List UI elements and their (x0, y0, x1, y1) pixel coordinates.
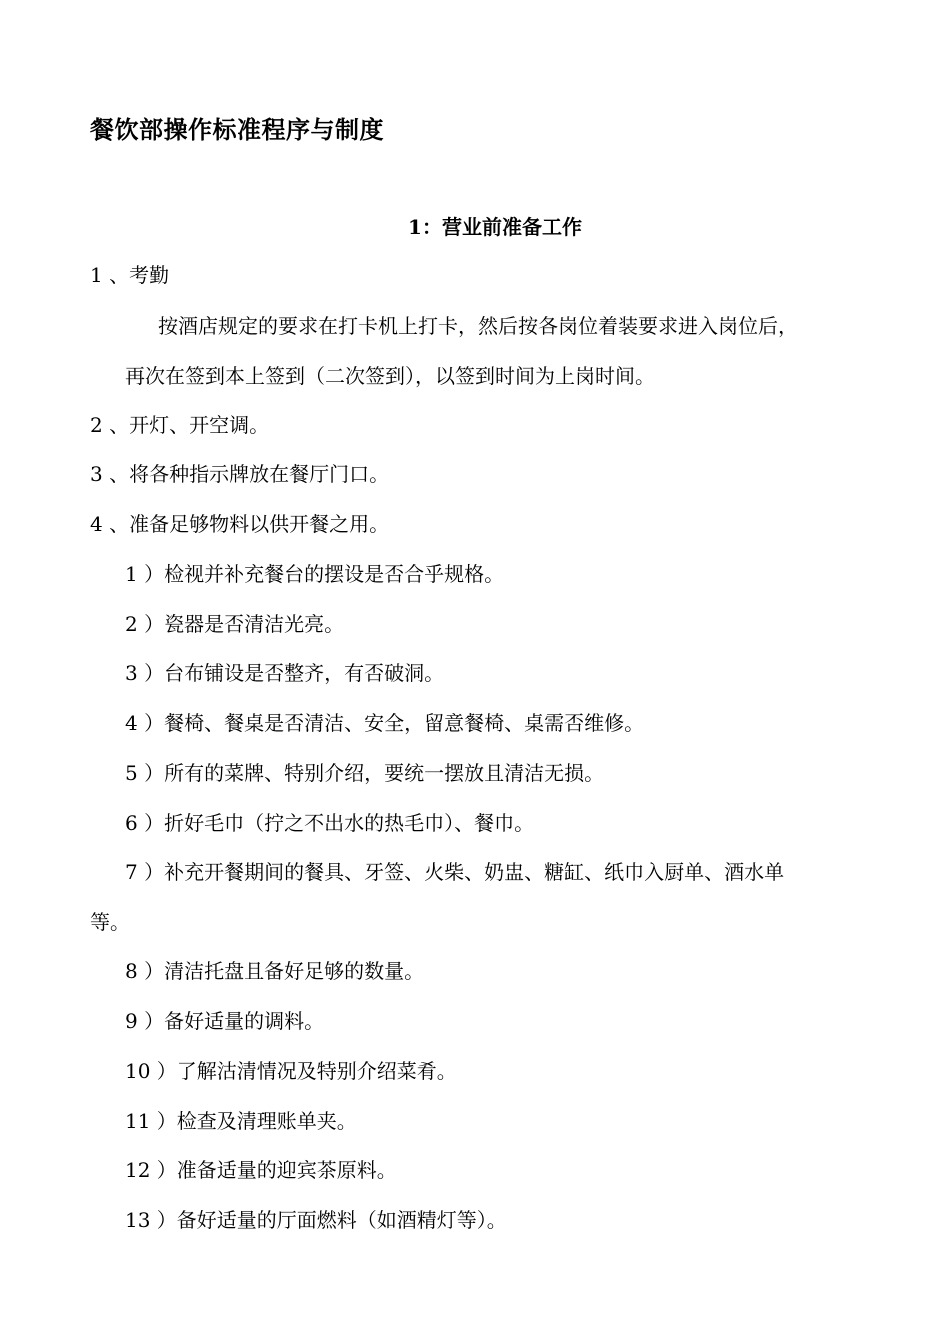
list-item: 4 、准备足够物料以供开餐之用。 (90, 512, 390, 536)
sub-list-item: 12 ）准备适量的迎宾茶原料。 (125, 1158, 397, 1182)
item-attendance: 1 、考勤 (90, 263, 170, 287)
sub-list-item: 13 ）备好适量的厅面燃料（如酒精灯等）。 (125, 1208, 507, 1232)
list-item: 3 、将各种指示牌放在餐厅门口。 (90, 462, 390, 486)
document-title: 餐饮部操作标准程序与制度 (90, 115, 384, 144)
sub-list-item: 9 ）备好适量的调料。 (125, 1009, 325, 1033)
paragraph-line: 按酒店规定的要求在打卡机上打卡，然后按各岗位着装要求进入岗位后， (158, 314, 798, 338)
section-heading: 1：营业前准备工作 (408, 215, 582, 239)
sub-list-item: 6 ）折好毛巾（拧之不出水的热毛巾）、餐巾。 (125, 811, 535, 835)
sub-list-item: 10 ）了解沽清情况及特别介绍菜肴。 (125, 1059, 457, 1083)
sub-list-item: 3 ）台布铺设是否整齐，有否破洞。 (125, 661, 445, 685)
sub-list-item: 2 ）瓷器是否清洁光亮。 (125, 612, 345, 636)
sub-list-item: 5 ）所有的菜牌、特别介绍，要统一摆放且清洁无损。 (125, 761, 605, 785)
list-item: 2 、开灯、开空调。 (90, 413, 270, 437)
sub-list-item: 4 ）餐椅、餐桌是否清洁、安全，留意餐椅、桌需否维修。 (125, 711, 645, 735)
sub-list-item: 8 ）清洁托盘且备好足够的数量。 (125, 959, 425, 983)
paragraph-line: 再次在签到本上签到（二次签到），以签到时间为上岗时间。 (125, 364, 655, 388)
sub-list-item: 11 ）检查及清理账单夹。 (125, 1109, 357, 1133)
sub-list-item: 1 ）检视并补充餐台的摆设是否合乎规格。 (125, 562, 505, 586)
sub-list-item-continuation: 等。 (90, 910, 130, 934)
sub-list-item: 7 ）补充开餐期间的餐具、牙签、火柴、奶盅、糖缸、纸巾入厨单、酒水单 (125, 860, 785, 884)
